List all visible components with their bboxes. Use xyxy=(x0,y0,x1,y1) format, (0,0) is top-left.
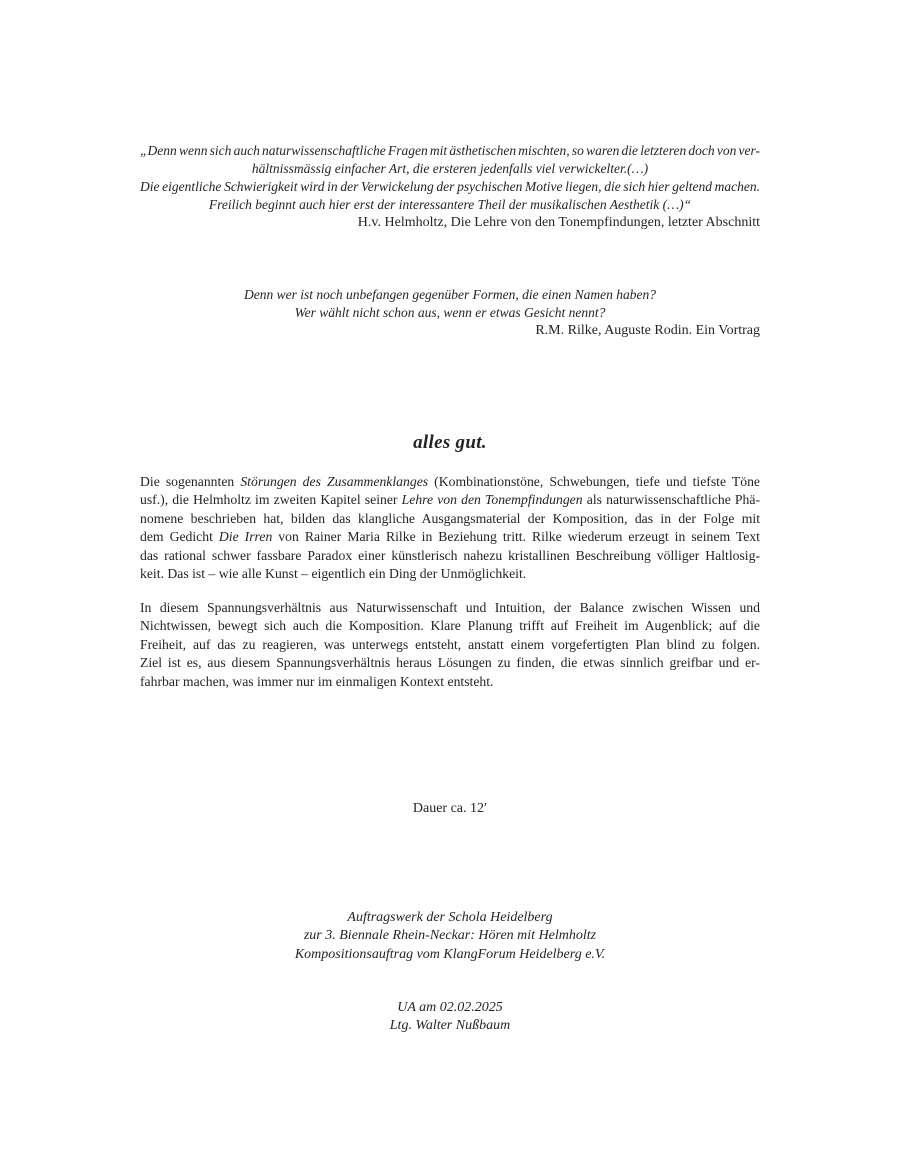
body-text-line: das rational schwer fassbare Paradox einer künstlerisch nahezu kristallinen Beschreibung völliger Haltlosig- xyxy=(140,547,760,563)
body-text-line: In diesem Spannungsverhältnis aus Naturwissenschaft und Intuition, der Balance zwischen Wissen und xyxy=(140,600,760,615)
quote-line: „Denn wenn sich auch naturwissenschaftliche Fragen mit ästhetischen mischten, so waren die letzteren doch von ver- xyxy=(140,143,760,158)
quote-line: Die eigentliche Schwierigkeit wird in der Verwickelung der psychischen Motive liegen, die sich hier geltend machen. xyxy=(140,179,760,194)
epigraph-quote-lines xyxy=(140,286,760,322)
quote-line: Freilich beginnt auch hier erst der interessantere Theil der musikalischen Aesthetik (…)“ xyxy=(208,197,692,212)
duration-note: Dauer ca. 12′ xyxy=(412,801,488,816)
epigraph-helmholtz xyxy=(140,142,760,232)
work-title: alles gut. xyxy=(413,432,487,453)
body-text-line: usf.), die Helmholtz im zweiten Kapitel seiner Lehre von den Tonempfindungen als naturwissenschaftliche Phä- xyxy=(140,492,761,508)
body-text-line: Ziel ist es, aus diesem Spannungsverhältnis heraus Lösungen zu finden, die etwas sinnlich greifbar und er- xyxy=(140,655,760,671)
epigraph-attribution: H.v. Helmholtz, Die Lehre von den Tonempfindungen, letzter Abschnitt xyxy=(357,215,760,230)
body-text-line: keit. Das ist – wie alle Kunst – eigentlich ein Ding der Unmöglichkeit. xyxy=(140,566,527,582)
epigraph-quote-lines xyxy=(140,142,760,214)
body-paragraph-1 xyxy=(140,473,760,583)
commission-line: zur 3. Biennale Rhein-Neckar: Hören mit Helmholtz xyxy=(303,928,597,944)
body-paragraph-2 xyxy=(140,599,760,691)
body-text-line: nomene beschrieben hat, bilden das klangliche Ausgangsmaterial der Komposition, das in der Folge mit xyxy=(140,510,760,526)
quote-line: hältnissmässig einfacher Art, die ersteren jedenfalls viel verwickelter.(…) xyxy=(251,161,649,176)
commission-block xyxy=(140,909,760,964)
quote-line: Denn wer ist noch unbefangen gegenüber Formen, die einen Namen haben? xyxy=(243,287,657,302)
commission-line: Auftragswerk der Schola Heidelberg xyxy=(347,910,553,925)
commission-line: Kompositionsauftrag vom KlangForum Heidelberg e.V. xyxy=(294,946,606,962)
body-text-line: Nichtwissen, bewegt sich auch die Komposition. Klare Planung trifft auf Freiheit im Augenblick; auf die xyxy=(140,618,760,634)
body-text-line: Die sogenannten Störungen des Zusammenklanges (Kombinationstöne, Schwebungen, tiefe und tiefste Töne xyxy=(140,474,760,489)
body-text-line: Freiheit, auf das zu reagieren, was unterwegs entsteht, anstatt einem vorgefertigten Plan blind zu folgen. xyxy=(140,636,760,652)
premiere-block xyxy=(140,999,760,1036)
body-text-line: dem Gedicht Die Irren von Rainer Maria Rilke in Beziehung tritt. Rilke wiederum erzeugt in seinem Text xyxy=(140,529,760,545)
epigraph-rilke xyxy=(140,286,760,340)
quote-line: Wer wählt nicht schon aus, wenn er etwas Gesicht nennt? xyxy=(294,305,606,320)
epigraph-attribution: R.M. Rilke, Auguste Rodin. Ein Vortrag xyxy=(535,323,760,338)
body-text-line: fahrbar machen, was immer nur im einmaligen Kontext entsteht. xyxy=(140,673,494,689)
premiere-line: Ltg. Walter Nußbaum xyxy=(389,1018,511,1034)
premiere-line: UA am 02.02.2025 xyxy=(397,1000,503,1015)
